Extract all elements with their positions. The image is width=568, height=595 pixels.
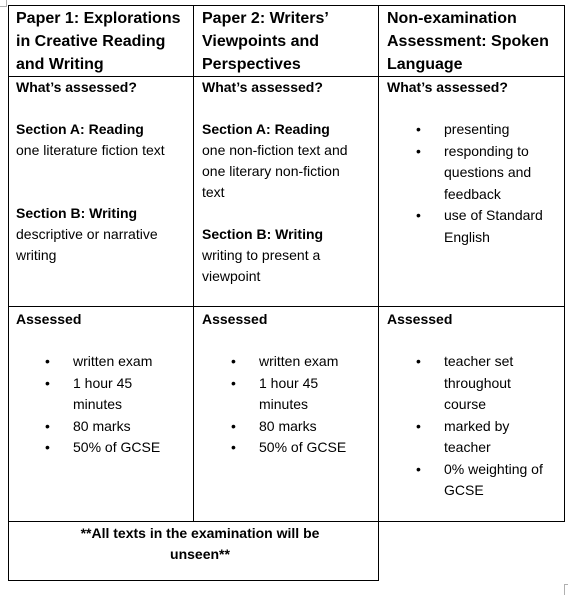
paper-1-assessed-heading: Assessed <box>16 311 82 327</box>
column-divider-1 <box>193 5 194 522</box>
list-item: • 0% weighting of GCSE <box>416 460 543 498</box>
paper-1-title: Paper 1: Explorations in Creative Reading and Writing <box>16 10 181 73</box>
bullet-icon: • <box>45 439 50 455</box>
bullet-icon: • <box>231 353 236 369</box>
paper-2-assessment-list <box>202 351 369 459</box>
list-item: • 50% of GCSE <box>73 437 183 459</box>
footer-note: **All texts in the examination will be unseen** <box>80 525 320 562</box>
bullet-icon: • <box>231 439 236 455</box>
page-corner-mark-bottom-right <box>564 584 568 595</box>
list-item: • 1 hour 45 minutes <box>231 374 319 412</box>
nea-content <box>387 77 561 248</box>
column-divider-2 <box>378 5 379 581</box>
paper-2-section-a-text: one non-fiction text and one literary non-fiction text <box>202 142 348 200</box>
row-divider-assessed <box>8 306 565 307</box>
list-item: • written exam <box>73 351 183 373</box>
paper-2-section-b-text: writing to present a viewpoint <box>202 247 321 284</box>
footer-border-bottom <box>8 580 379 581</box>
paper-1-section-b-heading: Section B: Writing <box>16 205 138 221</box>
bullet-icon: • <box>416 142 421 159</box>
paper-1-section-a-heading: Section A: Reading <box>16 121 144 137</box>
list-item: • 80 marks <box>73 416 183 438</box>
bullet-icon: • <box>416 417 421 434</box>
paper-1-assessment <box>16 308 192 459</box>
paper-2-assessment <box>202 308 374 459</box>
list-item: • use of Standard English <box>416 207 543 245</box>
list-item: • teacher set throughout course <box>416 353 514 412</box>
list-item: • presenting <box>444 119 559 141</box>
list-item: • written exam <box>259 351 369 373</box>
nea-whats-assessed: What’s assessed? <box>387 79 508 95</box>
bullet-icon: • <box>416 460 421 477</box>
table-border-right <box>564 5 565 522</box>
paper-2-assessed-heading: Assessed <box>202 311 268 327</box>
paper-2-section-a-heading: Section A: Reading <box>202 121 330 137</box>
paper-2-section-b-heading: Section B: Writing <box>202 226 324 242</box>
table-border-top <box>8 5 565 6</box>
paper-2-content <box>202 77 374 287</box>
paper-1-whats-assessed: What’s assessed? <box>16 79 137 95</box>
bullet-icon: • <box>45 353 50 369</box>
list-item: • responding to questions and feedback <box>416 142 532 202</box>
bullet-icon: • <box>45 417 50 434</box>
list-item: • 50% of GCSE <box>259 437 369 459</box>
paper-2-title: Paper 2: Writers’ Viewpoints and Perspectives <box>202 10 328 73</box>
nea-title: Non-examination Assessment: Spoken Language <box>387 10 549 73</box>
row-divider-footer <box>8 521 565 522</box>
list-item: • 80 marks <box>259 416 369 438</box>
nea-assessed-heading: Assessed <box>387 311 453 327</box>
paper-1-assessment-list <box>16 351 183 459</box>
list-item: • 1 hour 45 minutes <box>45 374 133 412</box>
bullet-icon: • <box>416 207 421 223</box>
paper-1-section-a-text: one literature fiction text <box>16 142 165 158</box>
nea-assessment <box>387 308 561 502</box>
bullet-icon: • <box>416 353 421 369</box>
bullet-icon: • <box>416 121 421 137</box>
list-item: • marked by teacher <box>416 417 510 455</box>
bullet-icon: • <box>231 417 236 434</box>
page-corner-mark-top-left <box>0 0 7 7</box>
bullet-icon: • <box>231 374 236 391</box>
paper-1-content <box>16 77 192 266</box>
nea-assessment-list <box>387 351 556 502</box>
table-border-left <box>8 5 9 581</box>
paper-1-section-b-text: descriptive or narrative writing <box>16 226 158 263</box>
nea-assessed-list <box>387 119 559 248</box>
bullet-icon: • <box>45 374 50 391</box>
paper-2-whats-assessed: What’s assessed? <box>202 79 323 95</box>
